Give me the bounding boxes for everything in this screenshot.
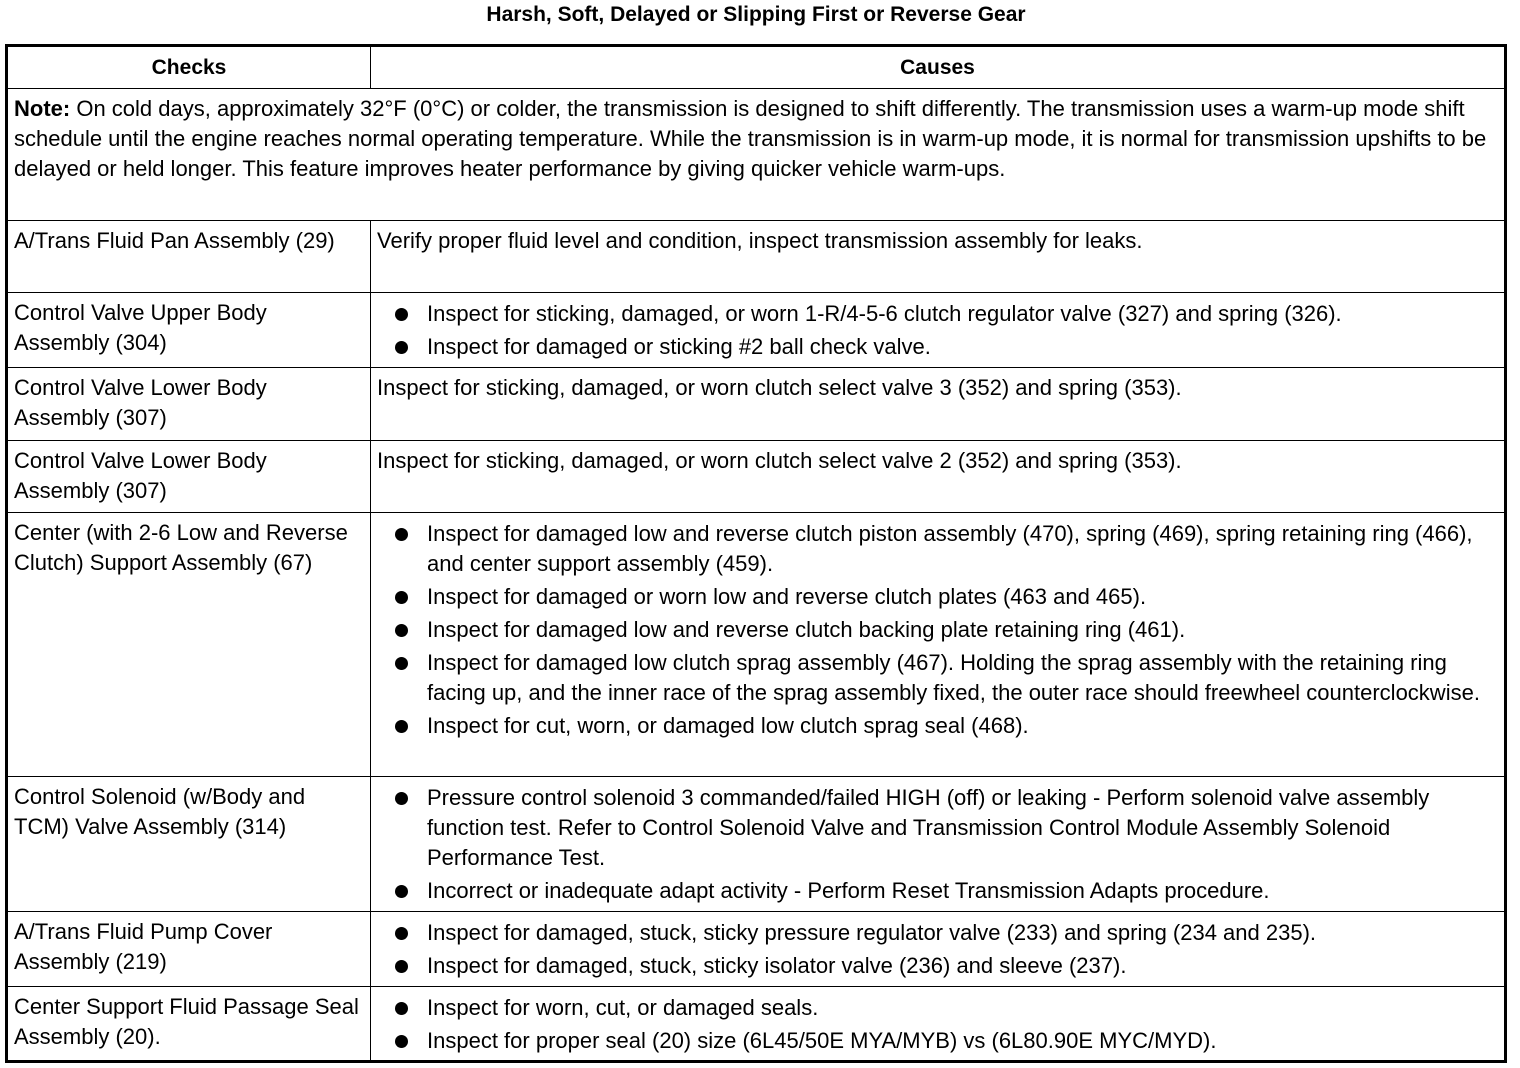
diagnosis-table: [5, 44, 1507, 1063]
causes-list: [377, 299, 1498, 362]
causes-cell: [371, 513, 1506, 777]
table-row: [7, 368, 1506, 441]
cause-item: [377, 711, 1498, 741]
table-row: [7, 987, 1506, 1062]
bullet-icon: [395, 1002, 408, 1015]
cause-item: [377, 876, 1498, 906]
cause-item: [377, 993, 1498, 1023]
bullet-icon: [395, 308, 408, 321]
table-row: [7, 293, 1506, 368]
causes-list: [377, 783, 1498, 906]
cause-text: Inspect for damaged low and reverse clutch piston assembly (470), spring (469), spring retaining ring (466), and center support assembly (459).: [427, 521, 1473, 576]
note-label: Note:: [14, 96, 71, 121]
header-row: [7, 46, 1506, 89]
cause-text: Inspect for damaged, stuck, sticky isolator valve (236) and sleeve (237).: [427, 953, 1127, 978]
causes-cell: [371, 777, 1506, 912]
bullet-icon: [395, 591, 408, 604]
cause-item: [377, 615, 1498, 645]
table-row: [7, 912, 1506, 987]
table-title: Harsh, Soft, Delayed or Slipping First or Reverse Gear: [486, 3, 1026, 26]
causes-cell: Inspect for sticking, damaged, or worn clutch select valve 3 (352) and spring (353).: [371, 368, 1506, 441]
table-row: [7, 777, 1506, 912]
cause-item: [377, 1026, 1498, 1056]
bullet-icon: [395, 528, 408, 541]
cause-text: Incorrect or inadequate adapt activity - Perform Reset Transmission Adapts procedure.: [427, 878, 1270, 903]
check-cell: Control Solenoid (w/Body and TCM) Valve Assembly (314): [7, 777, 371, 912]
bullet-icon: [395, 341, 408, 354]
cause-text: Inspect for damaged or sticking #2 ball check valve.: [427, 334, 931, 359]
causes-cell: [371, 987, 1506, 1062]
bullet-icon: [395, 927, 408, 940]
cause-item: [377, 648, 1498, 708]
cause-text: Inspect for damaged or worn low and reverse clutch plates (463 and 465).: [427, 584, 1147, 609]
cause-text: Inspect for damaged low and reverse clutch backing plate retaining ring (461).: [427, 617, 1186, 642]
cause-text: Inspect for sticking, damaged, or worn 1-R/4-5-6 clutch regulator valve (327) and spring (326).: [427, 301, 1342, 326]
cause-item: [377, 582, 1498, 612]
bullet-icon: [395, 960, 408, 973]
check-cell: Center Support Fluid Passage Seal Assembly (20).: [7, 987, 371, 1062]
check-cell: A/Trans Fluid Pan Assembly (29): [7, 221, 371, 293]
check-cell: A/Trans Fluid Pump Cover Assembly (219): [7, 912, 371, 987]
table-row: [7, 221, 1506, 293]
causes-header: Causes: [371, 46, 1506, 89]
causes-cell: [371, 912, 1506, 987]
causes-cell: [371, 293, 1506, 368]
cause-item: [377, 951, 1498, 981]
causes-list: [377, 519, 1498, 741]
bullet-icon: [395, 720, 408, 733]
cause-item: [377, 332, 1498, 362]
table-row: [7, 441, 1506, 513]
bullet-icon: [395, 1035, 408, 1048]
check-cell: Control Valve Lower Body Assembly (307): [7, 368, 371, 441]
bullet-icon: [395, 657, 408, 670]
causes-cell: Inspect for sticking, damaged, or worn clutch select valve 2 (352) and spring (353).: [371, 441, 1506, 513]
bullet-icon: [395, 885, 408, 898]
note-row: [7, 89, 1506, 221]
cause-text: Inspect for cut, worn, or damaged low clutch sprag seal (468).: [427, 713, 1029, 738]
table-row: [7, 513, 1506, 777]
cause-text: Inspect for proper seal (20) size (6L45/50E MYA/MYB) vs (6L80.90E MYC/MYD).: [427, 1028, 1217, 1053]
causes-list: [377, 918, 1498, 981]
cause-item: [377, 918, 1498, 948]
cause-item: [377, 783, 1498, 873]
cause-text: Inspect for damaged, stuck, sticky pressure regulator valve (233) and spring (234 and 235).: [427, 920, 1317, 945]
checks-header: Checks: [7, 46, 371, 89]
bullet-icon: [395, 624, 408, 637]
cause-text: Pressure control solenoid 3 commanded/failed HIGH (off) or leaking - Perform solenoid valve assembly function test. Refer to Control Solenoid Valve and Transmission Control Module Assembly Solenoid Performance Test.: [427, 785, 1430, 870]
causes-list: [377, 993, 1498, 1056]
bullet-icon: [395, 792, 408, 805]
note-cell: [7, 89, 1506, 221]
cause-text: Inspect for worn, cut, or damaged seals.: [427, 995, 819, 1020]
causes-cell: Verify proper fluid level and condition, inspect transmission assembly for leaks.: [371, 221, 1506, 293]
check-cell: Center (with 2-6 Low and Reverse Clutch) Support Assembly (67): [7, 513, 371, 777]
cause-item: [377, 519, 1498, 579]
check-cell: Control Valve Upper Body Assembly (304): [7, 293, 371, 368]
note-text: On cold days, approximately 32°F (0°C) or colder, the transmission is designed to shift differently. The transmission uses a warm-up mode shift schedule until the engine reaches normal operating temperature. While the transmission is in warm-up mode, it is normal for transmission upshifts to be delayed or held longer. This feature improves heater performance by giving quicker vehicle warm-ups.: [14, 96, 1487, 181]
cause-item: [377, 299, 1498, 329]
check-cell: Control Valve Lower Body Assembly (307): [7, 441, 371, 513]
cause-text: Inspect for damaged low clutch sprag assembly (467). Holding the sprag assembly with the retaining ring facing up, and the inner race of the sprag assembly fixed, the outer race should freewheel counterclockwise.: [427, 650, 1480, 705]
